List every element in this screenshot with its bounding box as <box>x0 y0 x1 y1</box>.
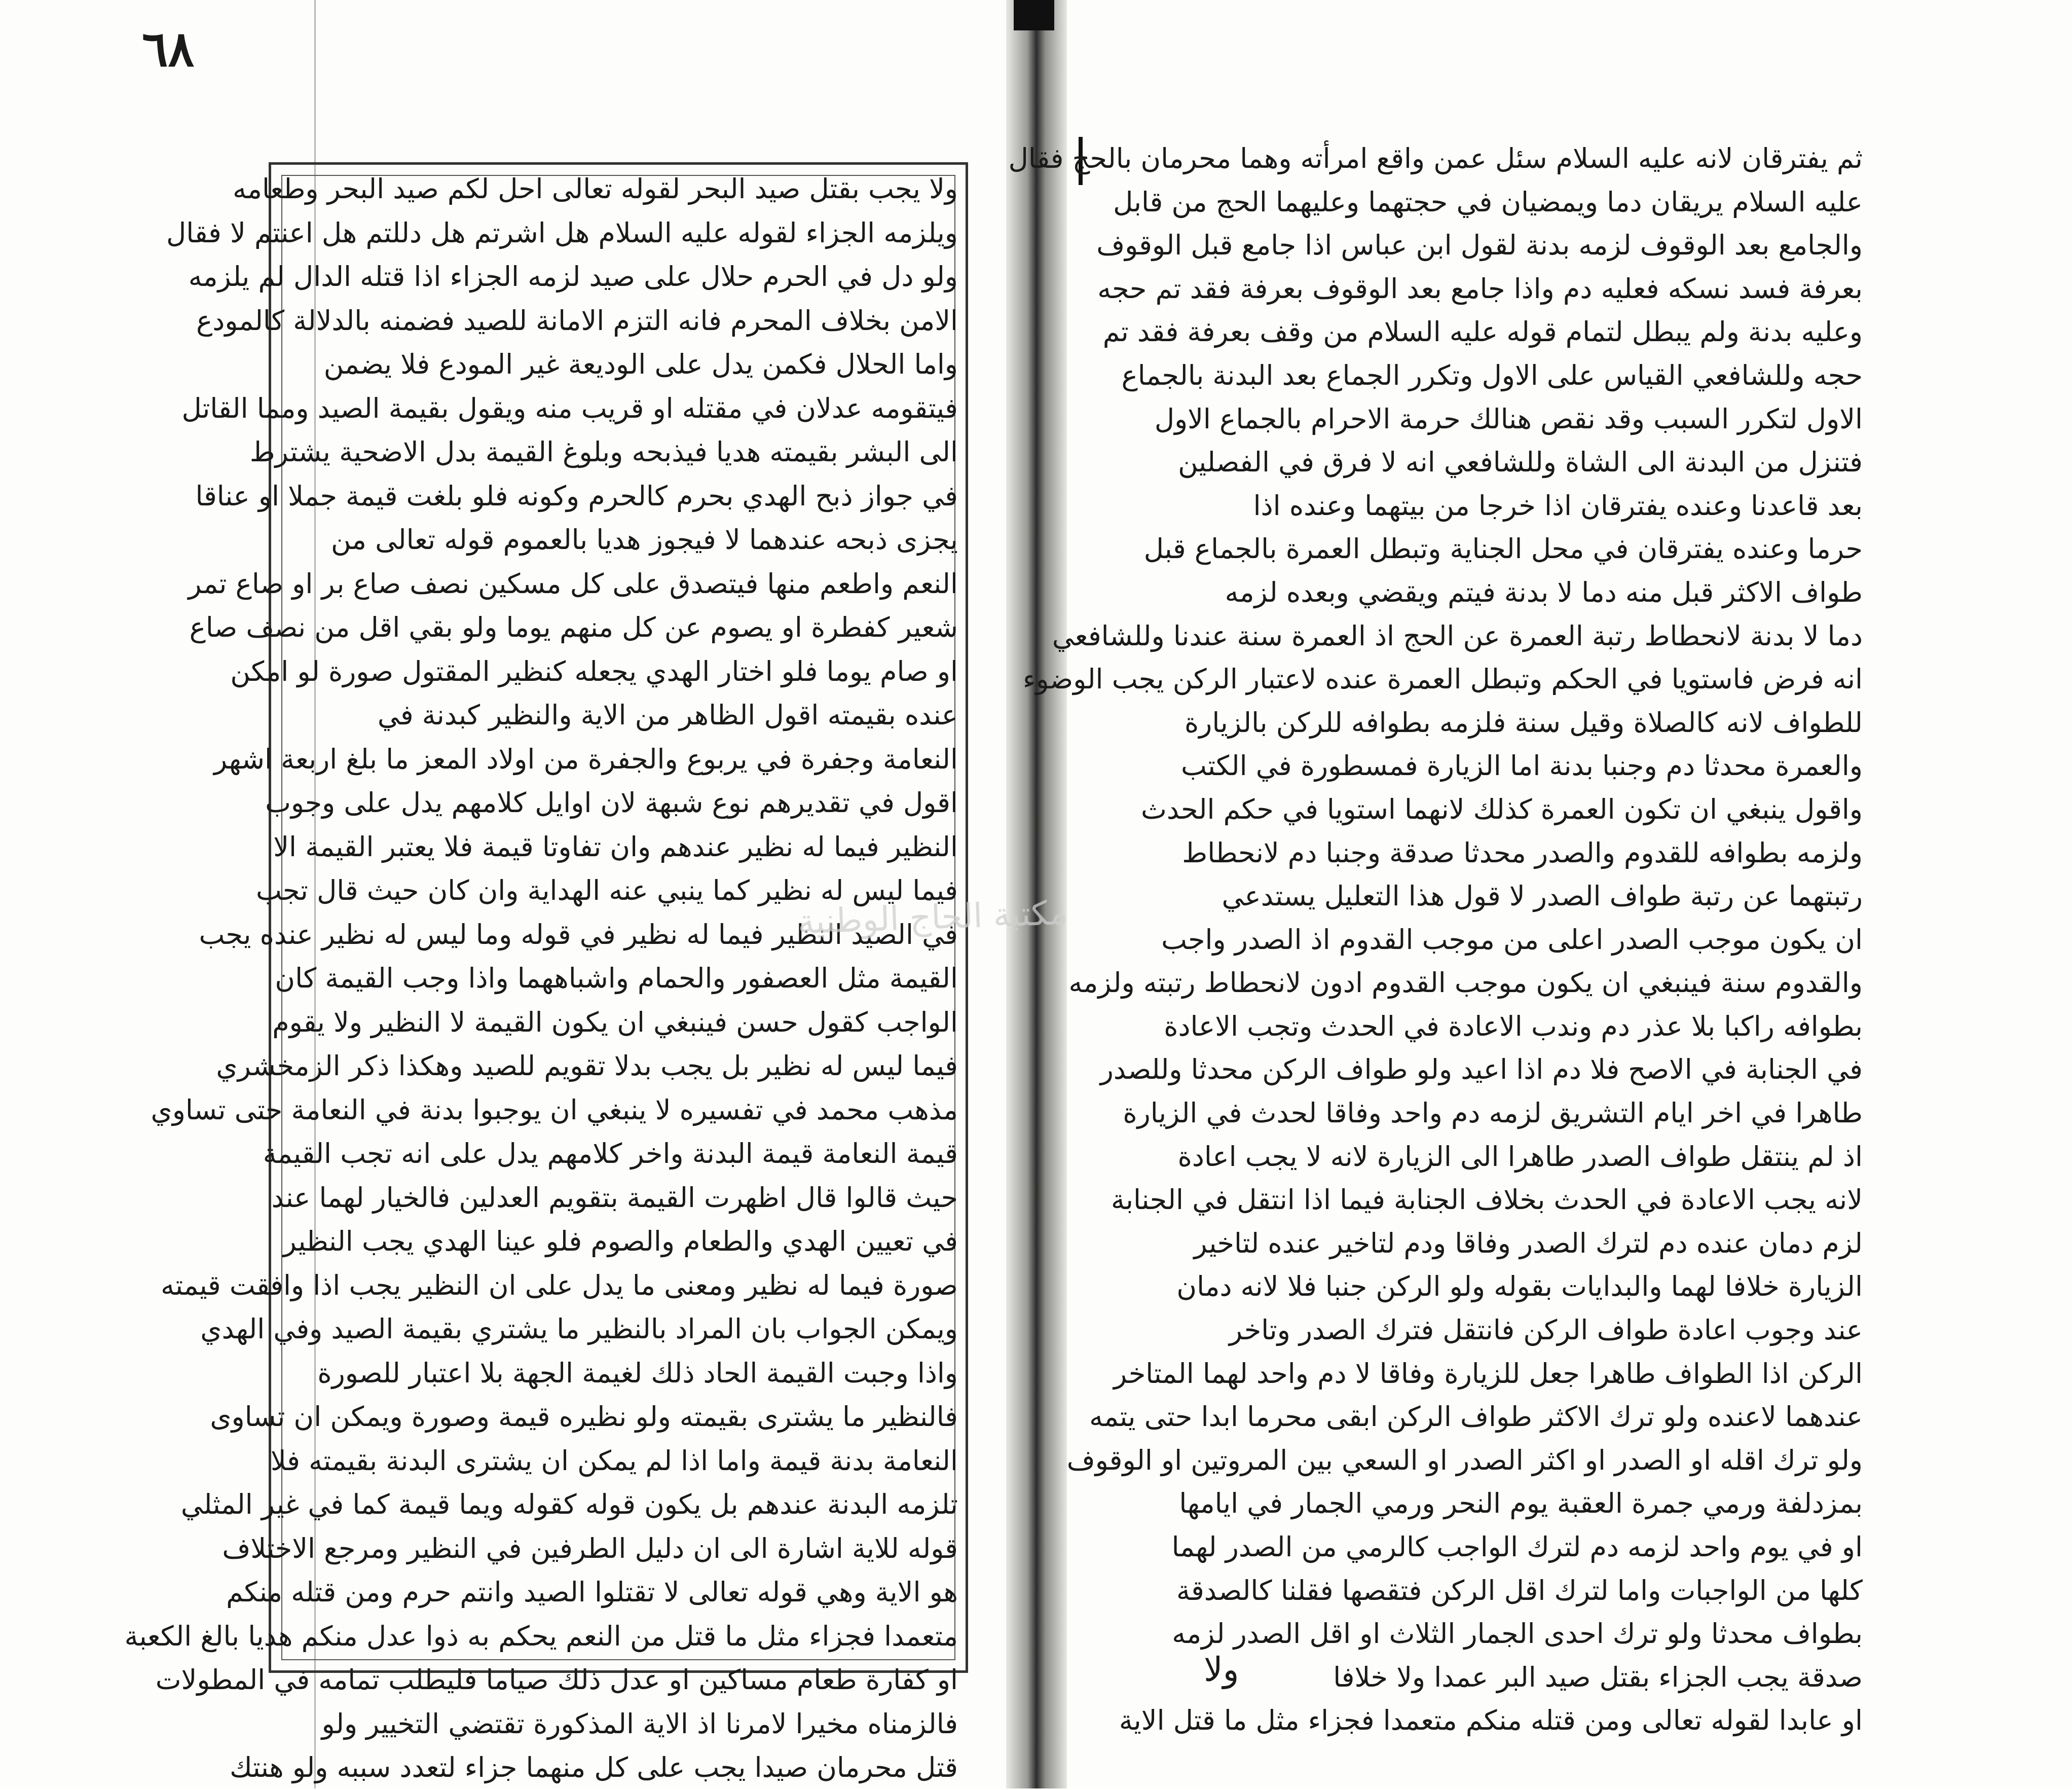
text-line: النعامة وجفرة في يربوع والجفرة من اولاد المعز ما بلغ اربعة اشهر <box>214 743 958 775</box>
text-line: ويمكن الجواب بان المراد بالنظير ما يشتري بقيمة الصيد وفي الهدي <box>200 1313 958 1345</box>
text-line: والعمرة محدثا دم وجنبا بدنة اما الزيارة فمسطورة في الكتب <box>1181 750 1863 782</box>
library-watermark-stamp: مكتبة الحاج الوطنية <box>797 893 1068 942</box>
text-line: او عابدا لقوله تعالى ومن قتله منكم متعمدا فجزاء مثل ما قتل الاية <box>1119 1704 1863 1737</box>
text-line: الركن اذا الطواف طاهرا جعل للزيارة وفاقا لا دم واحد لهما المتاخر <box>1114 1357 1863 1390</box>
text-line: واقول ينبغي ان تكون العمرة كذلك لانهما استويا في حكم الحدث <box>1140 793 1863 825</box>
text-line: لانه يجب الاعادة في الحدث بخلاف الجنابة فيما اذا انتقل في الجنابة <box>1111 1184 1863 1216</box>
text-line: ثم يفترقان لانه عليه السلام سئل عمن واقع امرأته وهما محرمان بالحج فقال <box>1008 142 1863 174</box>
text-line: لزم دمان عنده دم لترك الصدر وفاقا ودم لتاخير عنده لتاخير <box>1194 1227 1863 1259</box>
text-line: رتبتهما عن رتبة طواف الصدر لا قول هذا التعليل يستدعي <box>1222 880 1863 912</box>
text-line: القيمة مثل العصفور والحمام واشباههما واذا وجب القيمة كان <box>275 962 958 994</box>
text-line: عندهما لاعنده ولو ترك الاكثر طواف الركن ابقى محرما ابدا حتى يتمه <box>1089 1401 1863 1433</box>
text-line: شعير كفطرة او يصوم عن كل منهم يوما ولو بقي اقل من نصف صاع <box>189 611 958 643</box>
text-line: صورة فيما له نظير ومعنى ما يدل على ان النظير يجب اذا وافقت قيمته <box>161 1269 958 1301</box>
text-line: يجزى ذبحه عندهما لا فيجوز هديا بالعموم قوله تعالى من <box>330 524 958 556</box>
gutter-shadow <box>1014 0 1054 30</box>
text-line: ان يكون موجب الصدر اعلى من موجب القدوم اذ الصدر واجب <box>1161 923 1863 956</box>
text-line: ولو ترك اقله او الصدر او اكثر الصدر او السعي بين المروتين او الوقوف <box>1066 1444 1863 1476</box>
text-line: ولو دل في الحرم حلال على صيد لزمه الجزاء اذا قتله الدال لم يلزمه <box>188 261 958 293</box>
catchword: ولا <box>1204 1650 1239 1689</box>
text-line: طواف الاكثر قبل منه دما لا بدنة فيتم ويقضي وبعده لزمه <box>1225 576 1863 608</box>
text-line: عنده بقيمته اقول الظاهر من الاية والنظير كبدنة في <box>377 699 958 731</box>
text-line: هو الاية وهي قوله تعالى لا تقتلوا الصيد وانتم حرم ومن قتله منكم <box>226 1576 958 1608</box>
text-line: ولا يجب بقتل صيد البحر لقوله تعالى احل لكم صيد البحر وطعامه <box>233 173 958 205</box>
text-line: الى البشر بقيمته هديا فيذبحه وبلوغ القيمة بدل الاضحية يشترط <box>249 436 958 468</box>
text-line: فيما ليس له نظير بل يجب بدلا تقويم للصيد وهكذا ذكر الزمخشري <box>216 1050 958 1082</box>
text-line: بعرفة فسد نسكه فعليه دم واذا جامع بعد الوقوف بعرفة فقد تم حجه <box>1097 272 1863 305</box>
text-line: في الجنابة في الاصح فلا دم اذا اعيد ولو طواف الركن محدثا وللصدر <box>1100 1053 1863 1086</box>
text-line: فيما ليس له نظير كما ينبي عنه الهداية وان كان حيث قال تجب <box>256 874 958 906</box>
text-line: فالزمناه مخيرا لامرنا اذ الاية المذكورة تقتضي التخيير ولو <box>321 1707 958 1740</box>
text-line: حيث قالوا قال اظهرت القيمة بتقويم العدلين فالخيار لهما عند <box>271 1181 958 1214</box>
text-line: في جواز ذبح الهدي بحرم كالحرم وكونه فلو بلغت قيمة جملا او عناقا <box>195 480 958 512</box>
text-line: متعمدا فجزاء مثل ما قتل من النعم يحكم به ذوا عدل منكم هديا بالغ الكعبة <box>124 1620 958 1652</box>
text-line: للطواف لانه كالصلاة وقيل سنة فلزمه بطوافه للركن بالزيارة <box>1184 706 1863 739</box>
text-line: الزيارة خلافا لهما والبدايات بقوله ولو الركن جنبا فلا لانه دمان <box>1176 1270 1863 1303</box>
text-line: او صام يوما فلو اختار الهدي يجعله كنظير المقتول صورة لو امكن <box>230 655 958 687</box>
text-line: اذ لم ينتقل طواف الصدر طاهرا الى الزيارة لانه لا يجب اعادة <box>1177 1140 1863 1173</box>
text-line: او في يوم واحد لزمه دم لترك الواجب كالرمي من الصدر لهما <box>1171 1531 1863 1563</box>
text-line: في الصيد النظير فيما له نظير في قوله وما ليس له نظير عنده يجب <box>199 918 958 951</box>
text-line: واما الحلال فكمن يدل على الوديعة غير المودع فلا يضمن <box>323 348 958 380</box>
text-line: قوله للاية اشارة الى ان دليل الطرفين في النظير ومرجع الاختلاف <box>222 1532 958 1564</box>
text-line: الواجب كقول حسن فينبغي ان يكون القيمة لا النظير ولا يقوم <box>272 1006 958 1038</box>
text-line: فالنظير ما يشترى بقيمته ولو نظيره قيمة وصورة ويمكن ان تساوى <box>210 1401 958 1433</box>
text-line: فتنزل من البدنة الى الشاة وللشافعي انه لا فرق في الفصلين <box>1178 446 1863 479</box>
text-line: الامن بخلاف المحرم فانه التزم الامانة للصيد فضمنه بالدلالة كالمودع <box>196 304 958 337</box>
text-line: في تعيين الهدي والطعام والصوم فلو عينا الهدي يجب النظير <box>283 1225 958 1257</box>
text-line: حرما وعنده يفترقان في محل الجناية وتبطل العمرة بالجماع قبل <box>1143 533 1863 565</box>
text-line: صدقة يجب الجزاء بقتل صيد البر عمدا ولا خلافا <box>1333 1661 1863 1693</box>
right-page-text <box>1008 137 1863 1742</box>
text-line: فيتقومه عدلان في مقتله او قريب منه ويقول بقيمة الصيد ومما القاتل <box>181 392 958 424</box>
text-line: وعليه بدنة ولم يبطل لتمام قوله عليه السلام من وقف بعرفة فقد تم <box>1102 316 1863 348</box>
text-line: قيمة النعامة قيمة البدنة واخر كلامهم يدل على انه تجب القيمة <box>263 1138 958 1170</box>
text-line: طاهرا في اخر ايام التشريق لزمه دم واحد وفاقا لحدث في الزيارة <box>1123 1097 1863 1129</box>
text-line: كلها من الواجبات واما لترك اقل الركن فتقصها فقلنا كالصدقة <box>1176 1574 1863 1606</box>
text-line: عليه السلام يريقان دما ويمضيان في حجتهما وعليهما الحج من قابل <box>1113 186 1863 218</box>
text-line: النظير فيما له نظير عندهم وان تفاوتا قيمة فلا يعتبر القيمة الا <box>273 830 958 863</box>
text-line: النعامة بدنة قيمة واما اذا لم يمكن ان يشترى البدنة بقيمته فلا <box>270 1444 958 1477</box>
folio-number: ٦٨ <box>142 20 195 78</box>
text-line: والجامع بعد الوقوف لزمه بدنة لقول ابن عباس اذا جامع قبل الوقوف <box>1096 229 1863 262</box>
text-line: تلزمه البدنة عندهم بل يكون قوله كقوله ويما قيمة كما في غير المثلي <box>180 1488 958 1520</box>
text-line: النعم واطعم منها فيتصدق على كل مسكين نصف صاع بر او صاع تمر <box>188 567 958 600</box>
left-page-text <box>124 167 958 1790</box>
text-line: دما لا بدنة لانحطاط رتبة العمرة عن الحج اذ العمرة سنة عندنا وللشافعي <box>1052 619 1863 652</box>
text-line: قتل محرمان صيدا يجب على كل منهما جزاء لتعدد سببه ولو هنتك <box>230 1751 958 1783</box>
text-line: بعد قاعدنا وعنده يفترقان اذا خرجا من بيتهما وعنده اذا <box>1253 489 1863 522</box>
text-line: الاول لتكرر السبب وقد نقص هنالك حرمة الاحرام بالجماع الاول <box>1154 403 1863 435</box>
text-line: بطوافه راكبا بلا عذر دم وندب الاعادة في الحدث وتجب الاعادة <box>1164 1010 1863 1042</box>
text-line: اقول في تقديرهم نوع شبهة لان اوايل كلامهم يدل على وجوب <box>265 787 958 819</box>
text-line: ولزمه بطوافه للقدوم والصدر محدثا صدقة وجنبا دم لانحطاط <box>1182 836 1863 869</box>
text-line: مذهب محمد في تفسيره لا ينبغي ان يوجبوا بدنة في النعامة حتى تساوي <box>151 1093 958 1126</box>
text-line: بطواف محدثا ولو ترك احدى الجمار الثلاث او اقل الصدر لزمه <box>1172 1618 1863 1650</box>
text-line: ويلزمه الجزاء لقوله عليه السلام هل اشرتم هل دللتم هل اعنتم لا فقال <box>166 216 958 249</box>
text-line: بمزدلفة ورمي جمرة العقبة يوم النحر ورمي الجمار في ايامها <box>1179 1487 1863 1520</box>
text-line: او كفارة طعام مساكين او عدل ذلك صياما فليطلب تمامه في المطولات <box>155 1664 958 1696</box>
text-line: واذا وجبت القيمة الحاد ذلك لغيمة الجهة بلا اعتبار للصورة <box>317 1357 958 1389</box>
text-line: انه فرض فاستويا في الحكم وتبطل العمرة عنده لاعتبار الركن يجب الوضوء <box>1023 663 1863 696</box>
text-line: عند وجوب اعادة طواف الركن فانتقل فترك الصدر وتاخر <box>1229 1314 1863 1346</box>
text-line: والقدوم سنة فينبغي ان يكون موجب القدوم ادون لانحطاط رتبته ولزمه <box>1068 967 1863 999</box>
text-line: حجه وللشافعي القياس على الاول وتكرر الجماع بعد البدنة بالجماع <box>1121 359 1863 391</box>
